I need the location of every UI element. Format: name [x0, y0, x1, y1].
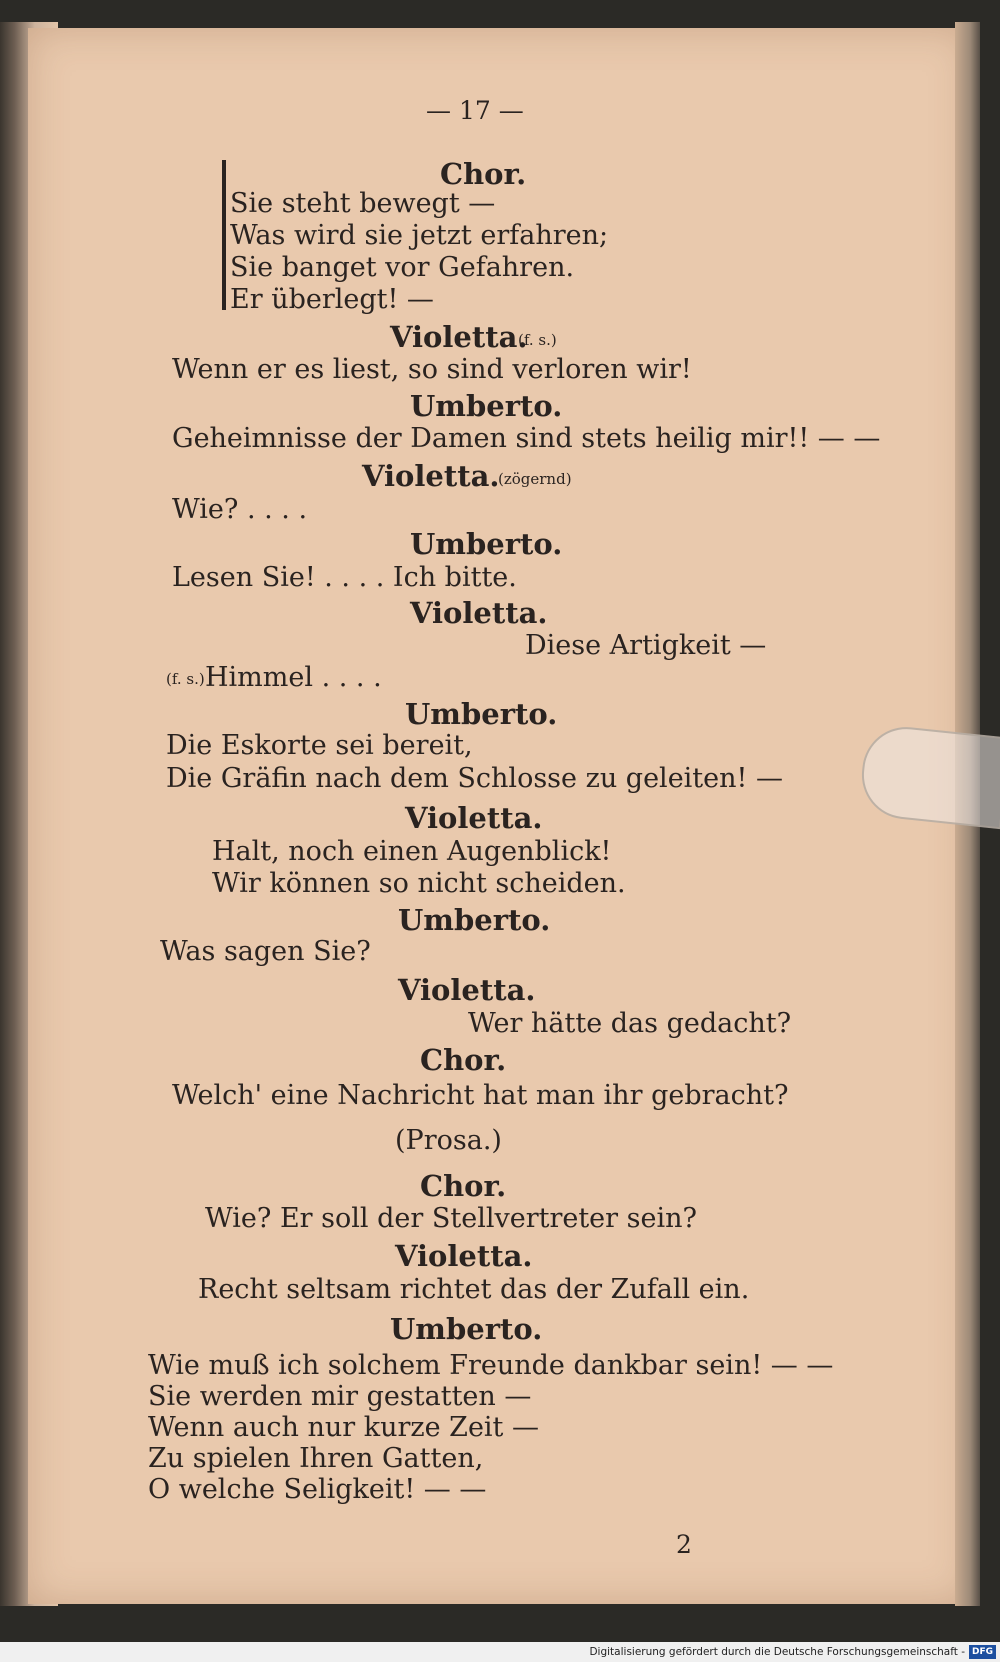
- verse-line: Wie? . . . .: [172, 494, 308, 525]
- speaker-name: Umberto.: [410, 389, 563, 423]
- verse-line: Recht seltsam richtet das der Zufall ein.: [198, 1274, 750, 1305]
- verse-line: Wie muß ich solchem Freunde dankbar sein! — —: [148, 1350, 834, 1381]
- verse-line: Was sagen Sie?: [160, 936, 371, 967]
- speaker-name: Umberto.: [405, 697, 558, 731]
- stage-direction: (f. s.): [518, 331, 557, 349]
- verse-line: Halt, noch einen Augenblick!: [212, 836, 612, 867]
- verse-line: Sie banget vor Gefahren.: [230, 252, 575, 283]
- speaker-name: Violetta.: [395, 1239, 533, 1273]
- verse-line: Sie werden mir gestatten —: [148, 1381, 532, 1412]
- verse-line: Welch' eine Nachricht hat man ihr gebracht?: [172, 1080, 789, 1111]
- verse-line: Sie steht bewegt —: [230, 188, 496, 219]
- speaker-name: Violetta.: [398, 973, 536, 1007]
- verse-line: Wer hätte das gedacht?: [468, 1008, 792, 1039]
- speaker-name: Umberto.: [410, 527, 563, 561]
- stage-direction: (zögernd): [498, 470, 572, 488]
- verse-line: Diese Artigkeit —: [525, 630, 767, 661]
- verse-line: Wenn auch nur kurze Zeit —: [148, 1412, 539, 1443]
- digitization-footer: [0, 1642, 1000, 1662]
- verse-line: Die Gräfin nach dem Schlosse zu geleiten! —: [166, 763, 783, 794]
- verse-line: Wir können so nicht scheiden.: [212, 868, 626, 899]
- speaker-name: Umberto.: [398, 903, 551, 937]
- verse-line: Was wird sie jetzt erfahren;: [230, 220, 609, 251]
- page-number: — 17 —: [426, 96, 524, 125]
- verse-line: Himmel . . . .: [205, 662, 382, 693]
- verse-line: Er überlegt! —: [230, 284, 434, 315]
- speaker-name: Violetta.: [390, 320, 528, 354]
- prose-note: (Prosa.): [395, 1125, 502, 1156]
- speaker-name: Chor.: [420, 1169, 507, 1203]
- speaker-name: Violetta.: [405, 801, 543, 835]
- verse-line: Lesen Sie! . . . . Ich bitte.: [172, 562, 517, 593]
- footer-text: Digitalisierung gefördert durch die Deutsche Forschungsgemeinschaft -: [589, 1646, 965, 1658]
- speaker-name: Violetta.: [362, 459, 500, 493]
- speaker-name: Chor.: [440, 157, 527, 191]
- dfg-logo: DFG: [969, 1645, 996, 1659]
- speaker-name: Chor.: [420, 1043, 507, 1077]
- speaker-name: Umberto.: [390, 1312, 543, 1346]
- signature-mark: 2: [676, 1530, 692, 1559]
- verse-line: O welche Seligkeit! — —: [148, 1474, 487, 1505]
- verse-line: Wie? Er soll der Stellvertreter sein?: [205, 1203, 697, 1234]
- chorus-bracket: [222, 160, 226, 310]
- stage-direction: (f. s.): [166, 670, 205, 688]
- verse-line: Geheimnisse der Damen sind stets heilig mir!! — —: [172, 423, 881, 454]
- speaker-name: Violetta.: [410, 596, 548, 630]
- verse-line: Die Eskorte sei bereit,: [166, 730, 473, 761]
- verse-line: Zu spielen Ihren Gatten,: [148, 1443, 484, 1474]
- verse-line: Wenn er es liest, so sind verloren wir!: [172, 354, 692, 385]
